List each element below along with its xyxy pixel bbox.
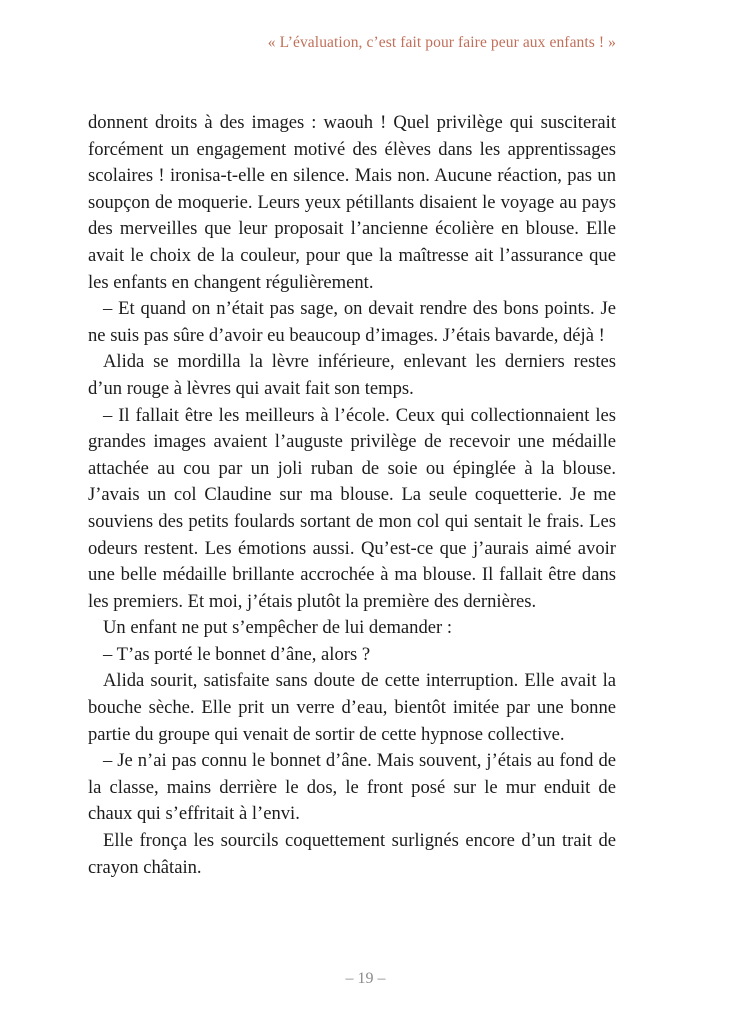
paragraph: – Je n’ai pas connu le bonnet d’âne. Mais souvent, j’étais au fond de la classe, mains derrière le dos, le front posé sur le mur enduit de chaux qui s’effritait à l’envi. [88, 750, 616, 825]
paragraph: donnent droits à des images : waouh ! Quel privilège qui susciterait forcément un engagement motivé des élèves dans les apprentissages scolaires ! ironisa-t-elle en silence. Mais non. Aucune réaction, pas un soupçon de moquerie. Leurs yeux pétillants disaient le voyage au pays des merveilles que leur proposait l’ancienne écolière en blouse. Elle avait le choix de la couleur, pour que la maîtresse ait l’assurance que les enfants en changent régulièrement. [88, 112, 616, 293]
paragraph: – Il fallait être les meilleurs à l’école. Ceux qui collectionnaient les grandes images avaient l’auguste privilège de recevoir une médaille attachée au cou par un joli ruban de soie ou épinglée à la blouse. J’avais un col Claudine sur ma blouse. La seule coquetterie. Je me souviens des petits foulards sortant de mon col qui sentait le frais. Les odeurs restent. Les émotions aussi. Qu’est-ce que j’aurais aimé avoir une belle médaille brillante accrochée à ma blouse. Il fallait être dans les premiers. Et moi, j’étais plutôt la première des dernières. [88, 404, 616, 612]
paragraph: Elle fronça les sourcils coquettement surlignés encore d’un trait de crayon châtain. [88, 830, 616, 878]
paragraph: Alida sourit, satisfaite sans doute de cette interruption. Elle avait la bouche sèche. Elle prit un verre d’eau, bientôt imitée par une bonne partie du groupe qui venait de sortir de cette hypnose collective. [88, 670, 616, 745]
page-number: – 19 – [345, 970, 386, 987]
body-text [88, 110, 616, 881]
paragraph: – Et quand on n’était pas sage, on devait rendre des bons points. Je ne suis pas sûre d’avoir eu beaucoup d’images. J’étais bavarde, déjà ! [88, 298, 616, 346]
paragraph: Un enfant ne put s’empêcher de lui demander : [103, 617, 453, 639]
paragraph: Alida se mordilla la lèvre inférieure, enlevant les derniers restes d’un rouge à lèvres qui avait fait son temps. [88, 351, 616, 399]
paragraph: – T’as porté le bonnet d’âne, alors ? [103, 643, 371, 665]
running-header-title: « L’évaluation, c’est fait pour faire peur aux enfants ! » [267, 34, 616, 51]
